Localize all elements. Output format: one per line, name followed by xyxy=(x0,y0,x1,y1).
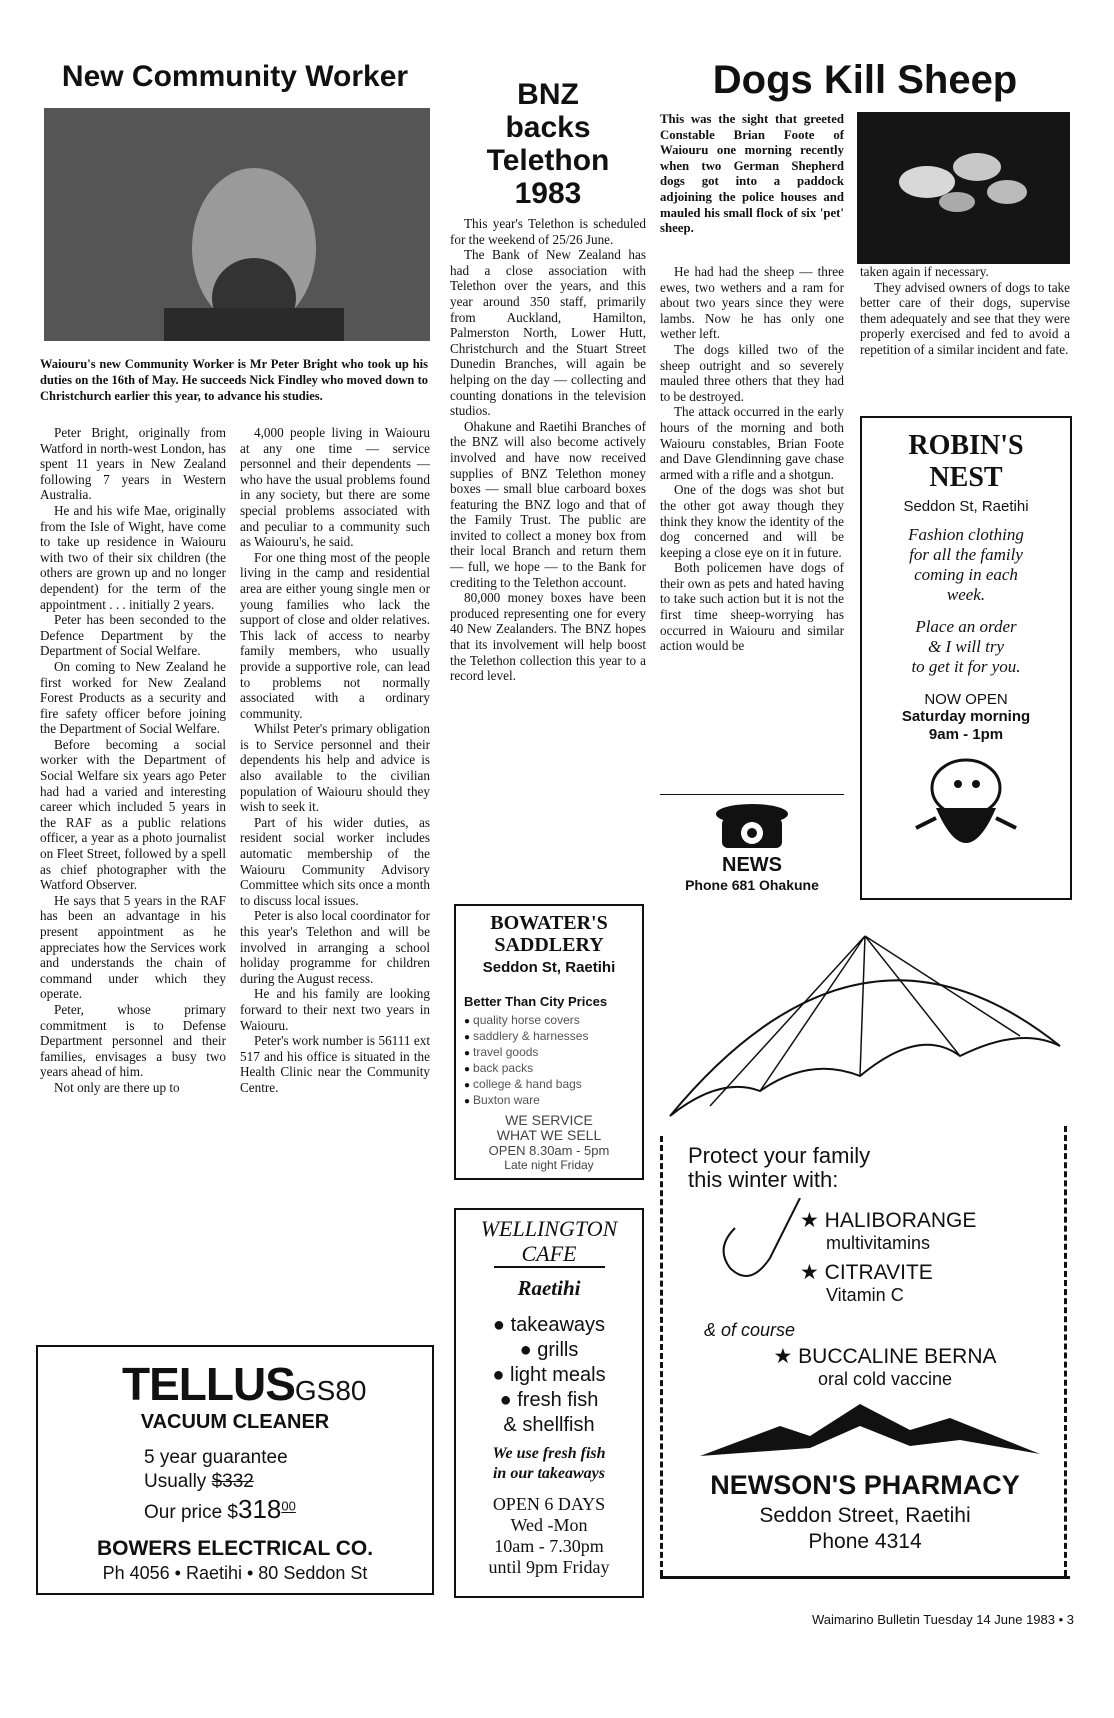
robins-title: ROBIN'S NEST xyxy=(908,430,1024,493)
photo-peter-bright xyxy=(44,108,430,341)
tellus-product: VACUUM CLEANER xyxy=(140,1411,330,1433)
sheep-image xyxy=(857,112,1070,264)
pharmacy-item-2: ★ CITRAVITE Vitamin C xyxy=(800,1261,933,1305)
bowater-service: WE SERVICE WHAT WE SELL OPEN 8.30am - 5pm Late night Friday xyxy=(488,1112,610,1172)
headline-dogs-kill-sheep: Dogs Kill Sheep xyxy=(712,58,1018,102)
mountain-logo xyxy=(660,1396,1070,1466)
pharmacy-ad xyxy=(660,916,1070,1596)
robins-address: Seddon St, Raetihi xyxy=(903,498,1029,515)
list-item: ● light meals xyxy=(492,1364,606,1386)
pharmacy-phone: Phone 4314 xyxy=(808,1530,922,1553)
dogs-col-2: taken again if necessary. They advised owners of dogs to take better care of their dogs, supervise them adequately and see that they were properly exercised and fed to avoid a repetition of a similar incident and fate. xyxy=(860,264,1070,357)
star-icon: ★ xyxy=(800,1209,819,1232)
cafe-items xyxy=(456,1313,642,1438)
news-ad xyxy=(660,800,844,900)
pharmacy-name: NEWSON'S PHARMACY xyxy=(710,1470,1020,1500)
wellington-cafe-ad xyxy=(454,1208,644,1598)
headline-community-worker: New Community Worker xyxy=(61,60,409,93)
community-col-2: 4,000 people living in Waiouru at any one time — service personnel and their dependents — who have the usual problems found in any society, but there are some special problems associated with and peculiar to a community such as Waiouru's, he said. For one thing most of the people living in the camp and residential area are either young single men or young families who lack the support of close and older relatives. This lack of access to nearby family members, who usually provide a supportive role, can lead to problems not normally associated with a ordinary community. Whilst Peter's primary obligation is to Service personnel and their dependents his help and advice is also available to the civilian population of Waiouru should they wish to seek it. Part of his wider duties, as resident social worker includes automatic membership of the Waiouru Community Advisory Committee which sits once a month to discuss local issues. Peter is also local coordinator for this year's Telethon and will be involved in arranging a school holiday programme for children during the August recess. He and his family are looking forward to their next two years in Waiouru. Peter's work number is 56111 ext 517 and his office is situated in the Health Clinic near the Community Centre. xyxy=(240,425,430,1095)
tellus-our-price: Our price $\$318^{00}$ xyxy=(144,1494,296,1524)
photo-caption: Waiouru's new Community Worker is Mr Peter Bright who took up his duties on the 16th of May. He succeeds Nick Findley who moved down to Christchurch earlier this year, to advance his studies. xyxy=(40,357,428,403)
list-item: ● grills xyxy=(519,1339,579,1361)
portrait-image xyxy=(44,108,430,341)
pharmacy-frame-bottom xyxy=(660,1576,1070,1579)
headline-bnz-telethon: BNZ backs Telethon 1983 xyxy=(486,78,610,210)
pharmacy-protect: Protect your family this winter with: xyxy=(688,1143,871,1192)
umbrella-illustration xyxy=(660,916,1070,1156)
bowater-title: BOWATER'S SADDLERY xyxy=(490,912,608,956)
robins-hours: Saturday morning 9am - 1pm xyxy=(901,708,1031,743)
tellus-vacuum-ad xyxy=(36,1345,434,1595)
bowater-items xyxy=(464,1013,634,1109)
list-item: ● college & hand bags xyxy=(464,1077,634,1093)
page-footer: Waimarino Bulletin Tuesday 14 June 1983 • 3 xyxy=(811,1612,1074,1627)
bnz-body: This year's Telethon is scheduled for the weekend of 25/26 June. The Bank of New Zealand has had a close association with Telethon over the years, and this year around 350 staff, primarily from Auckland, Hamilton, Palmerston North, Lower Hutt, Christchurch and the Stuart Street Dunedin Branches, will again be helping on the day — collecting and counting donations in the television studios. Ohakune and Raetihi Branches of the BNZ will also become actively involved and have now received supplies of BNZ Telethon money boxes — small blue carboard boxes featuring the BNZ logo and that of the Family Trust. The public are invited to collect a money box from their local Branch and return them — full, we hope — to the Bank for crediting to the Telethon account. 80,000 money boxes have been produced representing one for every 40 New Zealanders. The BNZ hopes that its involvement will help boost the Telethon collection this year to a record level. xyxy=(450,216,646,684)
divider-news xyxy=(660,794,844,795)
list-item: ● takeaways xyxy=(492,1314,606,1336)
cafe-hours: OPEN 6 DAYS Wed -Mon 10am - 7.30pm until 9pm Friday xyxy=(488,1494,610,1577)
pharmacy-of-course: & of course xyxy=(704,1320,796,1340)
tellus-company: BOWERS ELECTRICAL CO. xyxy=(96,1537,374,1560)
star-icon: ★ xyxy=(800,1261,819,1284)
photo-sheep xyxy=(857,112,1070,264)
telephone-icon xyxy=(712,800,792,852)
cafe-location: Raetihi xyxy=(517,1276,581,1300)
list-item: ● quality horse covers xyxy=(464,1013,634,1029)
robins-open: NOW OPEN xyxy=(924,691,1008,708)
list-item: ● fresh fish xyxy=(499,1389,599,1411)
pharmacy-address: Seddon Street, Raetihi xyxy=(759,1504,971,1527)
tellus-usual-price: Usually $332 xyxy=(144,1471,254,1492)
list-item: & shellfish xyxy=(503,1414,595,1436)
star-icon: ★ xyxy=(773,1345,793,1368)
tellus-brand: TELLUSGS80 xyxy=(122,1358,367,1410)
pharmacy-item-3: ★ BUCCALINE BERNA oral cold vaccine xyxy=(773,1345,997,1389)
dogs-col-1: He had had the sheep — three ewes, two wethers and a ram for about two years since they were lambs. Now he has only one wether left. The dogs killed two of the sheep outright and so severely mauled three others that they had to be destroyed. The attack occurred in the early hours of the morning and both Waiouru constables, Brian Foote and Dave Glendinning gave chase armed with a rifle and a shotgun. One of the dogs was shot but the other got away though they think they know the identity of the dog concerned and will be keeping a close eye on it in future. Both policemen have dogs of their own as pets and hated having to take such action but it is not the first time sheep-worrying has occurred in Waiouru and similar action would be xyxy=(660,264,844,654)
list-item: ● back packs xyxy=(464,1061,634,1077)
bowater-address: Seddon St, Raetihi xyxy=(482,959,616,976)
cafe-note: We use fresh fish in our takeaways xyxy=(492,1445,606,1482)
robin-illustration xyxy=(896,748,1036,878)
news-title: NEWS xyxy=(722,854,782,876)
cafe-title: WELLINGTON CAFE xyxy=(480,1216,618,1266)
robins-order: Place an order & I will try to get it for you. xyxy=(911,617,1021,676)
robins-nest-ad xyxy=(860,416,1072,900)
tellus-guarantee: 5 year guarantee xyxy=(144,1447,288,1468)
community-col-1: Peter Bright, originally from Watford in north-west London, has spent 11 years in New Zealand following 7 years in Western Australia. He and his wife Mae, originally from the Isle of Wight, have come to take up residence in Waiouru with two of their six children (the others are grown up and no longer dependent) for the term of the appointment . . . initially 2 years. Peter has been seconded to the Defence Department by the Department of Social Welfare. On coming to New Zealand he first worked for New Zealand Forest Products as a security and fire safety officer before joining the Department of Social Welfare. Before becoming a social worker with the Department of Social Welfare six years ago Peter had had a varied and interesting career which included 5 years in the RAF as a public relations officer, a year as a photo journalist on Fleet Street, followed by a spell as chief photographer with the Watford Observer. He says that 5 years in the RAF has been an advantage in his present appointment as he appreciates how the Services work and understands the chain of command under which they operate. Peter, whose primary commitment is to Defense Department personnel and their families, envisages a busy two years ahead of him. Not only are there up to xyxy=(40,425,226,1095)
bowater-saddlery-ad xyxy=(454,904,644,1180)
news-phone: Phone 681 Ohakune xyxy=(685,877,819,893)
robins-tagline: Fashion clothing for all the family coming in each week. xyxy=(908,525,1024,604)
list-item: ● Buxton ware xyxy=(464,1093,634,1109)
pharmacy-item-1: ★ HALIBORANGE multivitamins xyxy=(800,1209,977,1253)
dogs-lead: This was the sight that greeted Constable Brian Foote of Waiouru one morning recently when two German Shepherd dogs got into a paddock adjoining the police houses and mauled his small flock of six 'pet' sheep. xyxy=(660,112,844,236)
tellus-contact: Ph 4056 • Raetihi • 80 Seddon St xyxy=(102,1563,368,1583)
list-item: ● travel goods xyxy=(464,1045,634,1061)
bowater-tagline: Better Than City Prices xyxy=(464,994,608,1009)
list-item: ● saddlery & harnesses xyxy=(464,1029,634,1045)
